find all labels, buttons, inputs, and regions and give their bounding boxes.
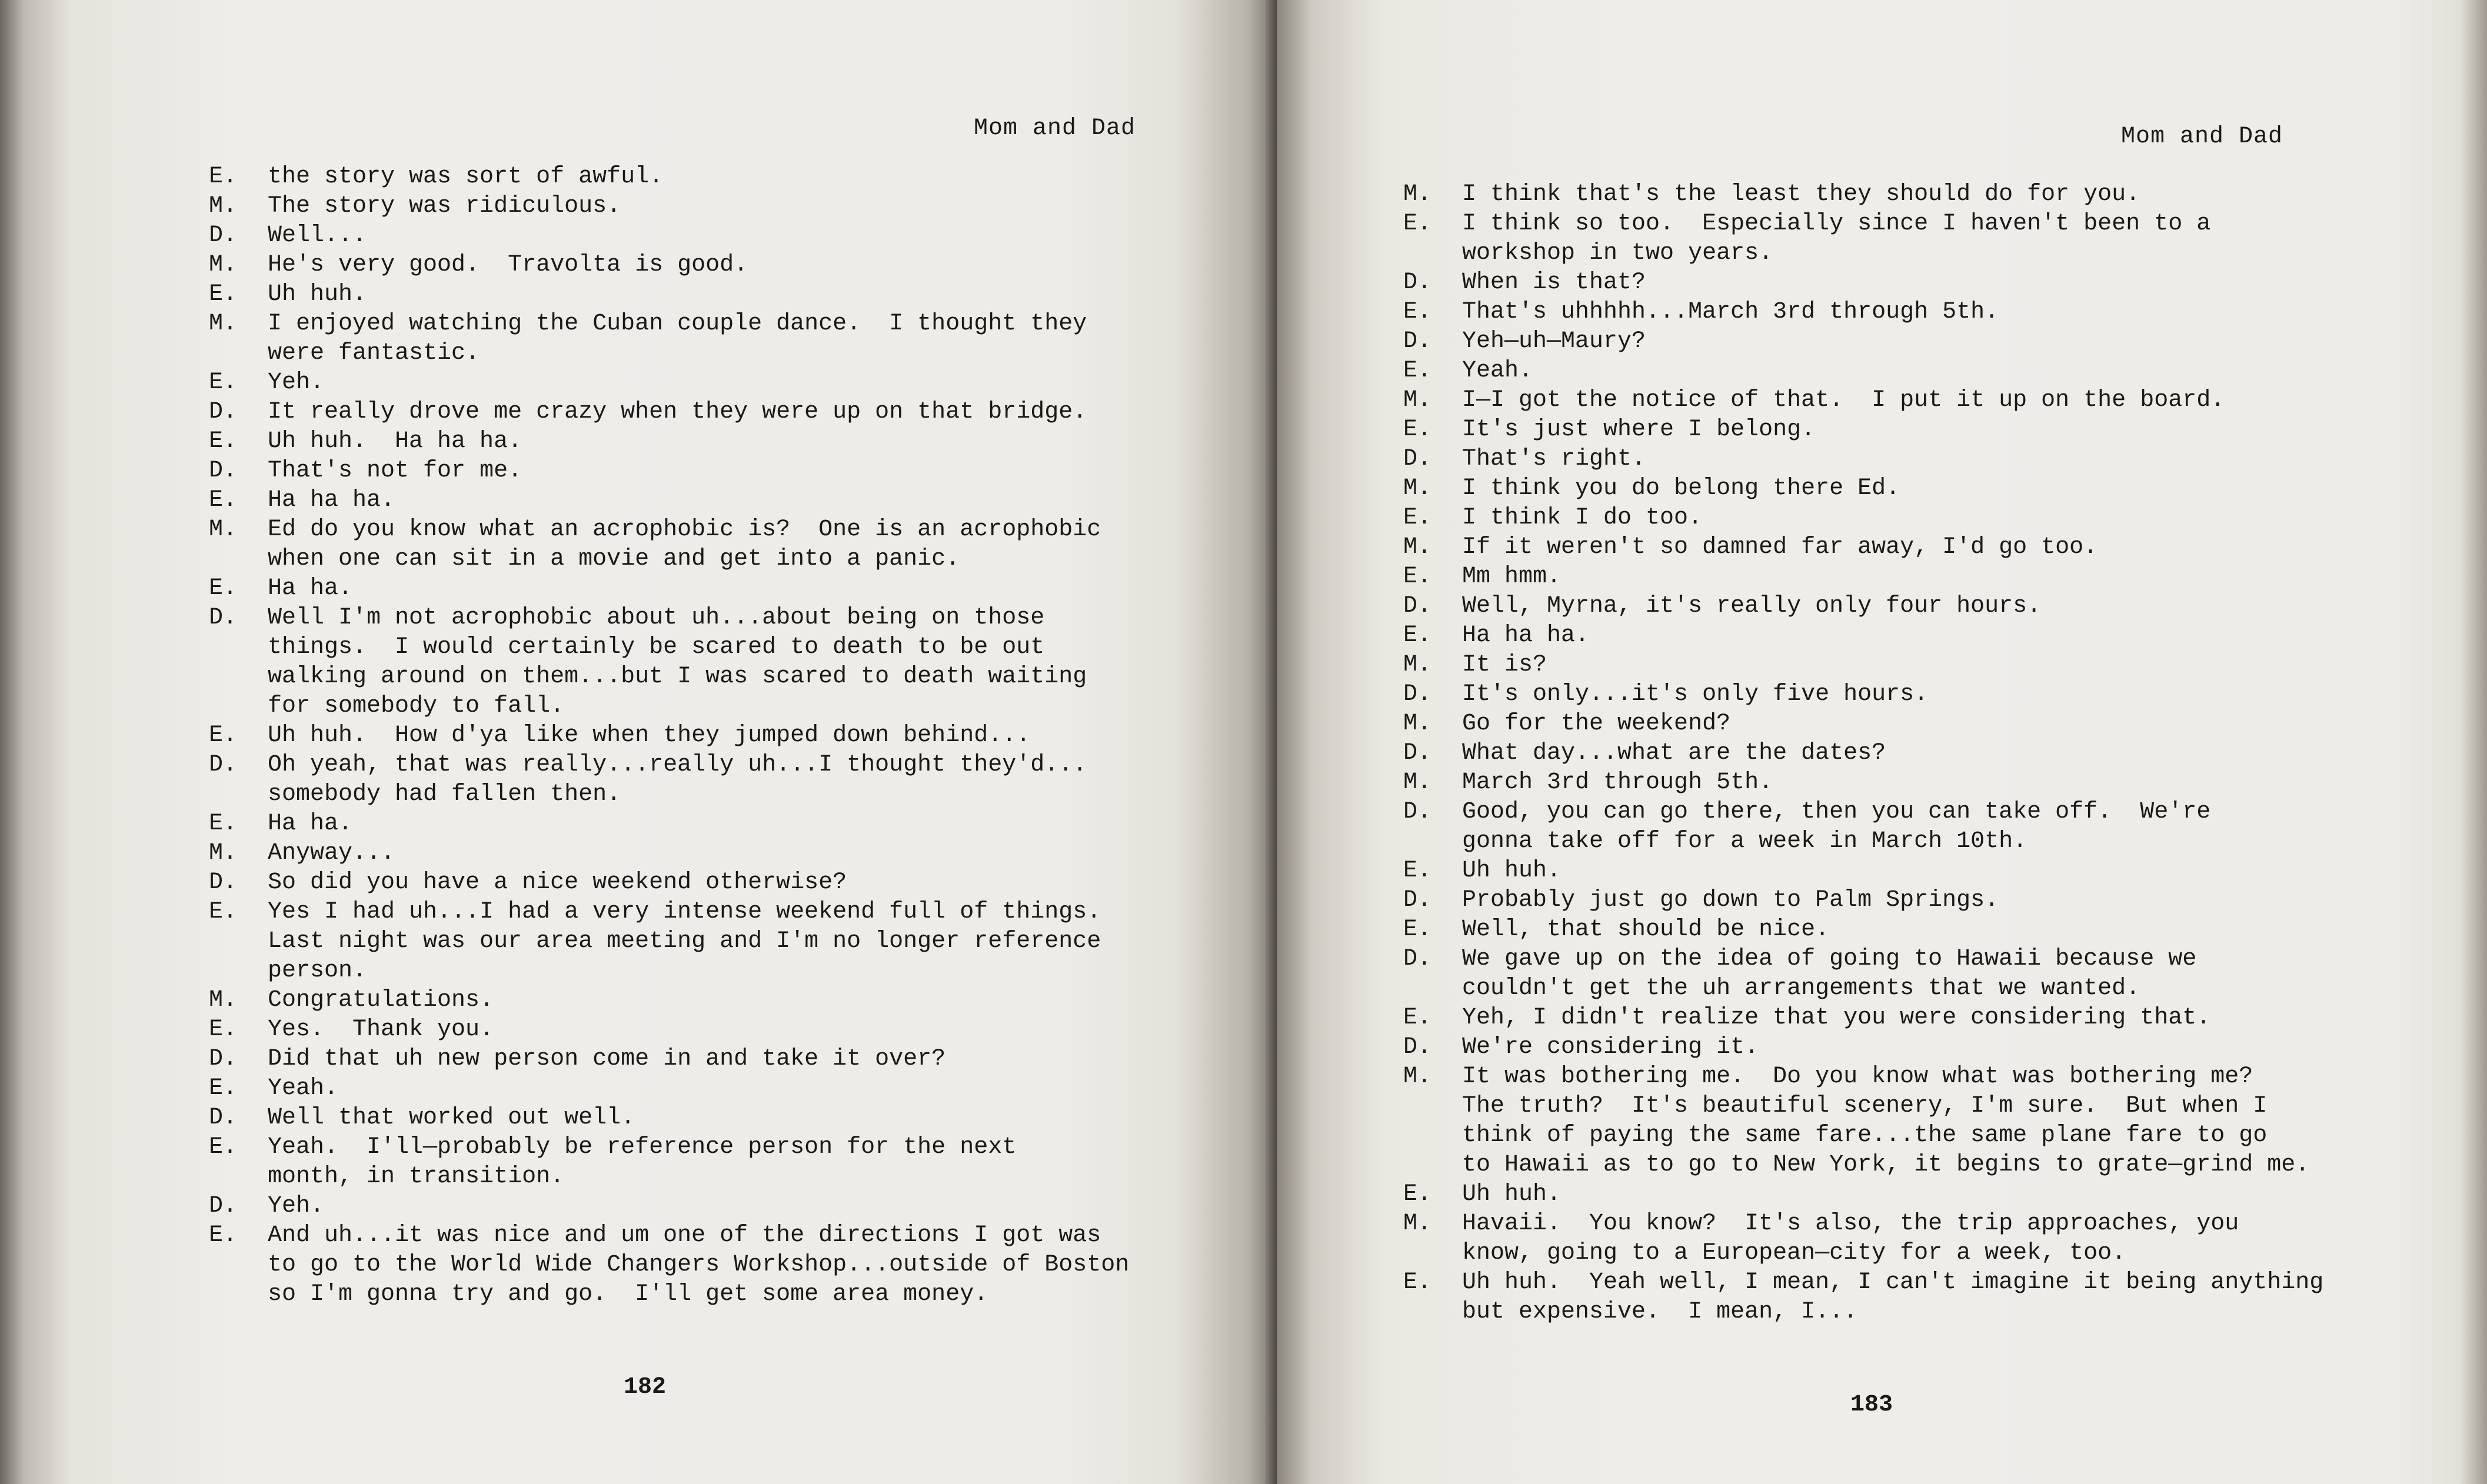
speaker-label: E. [1403,505,1432,531]
dialogue-line [1403,386,2456,415]
dialogue-text: March 3rd through 5th. [1462,769,1773,796]
dialogue-text: He's very good. Travolta is good. [268,252,748,278]
dialogue-line [1403,709,2456,739]
dialogue-line [1403,1092,2456,1121]
dialogue-text: Anyway... [268,840,395,866]
dialogue-line [1403,1121,2456,1150]
speaker-label [209,927,268,956]
dialogue-text: think of paying the same fare...the same plane fare to go [1462,1122,2268,1149]
dialogue-text: Uh huh. Ha ha ha. [268,428,522,455]
dialogue-text: Oh yeah, that was really...really uh...I thought they'd... [268,752,1087,778]
speaker-label [1403,1298,1462,1327]
dialogue-line [209,398,1180,427]
dialogue-text: Ha ha ha. [1462,622,1590,649]
speaker-label: M. [209,987,238,1013]
speaker-label: M. [1403,181,1432,208]
dialogue-text: Congratulations. [268,987,494,1013]
dialogue-line [1403,209,2456,239]
dialogue-line [209,1280,1180,1309]
dialogue-text: Well, Myrna, it's really only four hours. [1462,593,2042,619]
dialogue-text: Yeh, I didn't realize that you were considering that. [1462,1005,2211,1031]
dialogue-line [209,986,1180,1015]
speaker-label: D. [209,1105,238,1131]
dialogue-text: Yes. Thank you. [268,1016,494,1043]
dialogue-text: That's not for me. [268,458,522,484]
speaker-label: D. [1403,946,1432,972]
speaker-label: D. [1403,1034,1432,1061]
dialogue-text: somebody had fallen then. [268,781,621,808]
dialogue-text: Ed do you know what an acrophobic is? One is an acrophobic [268,516,1101,543]
dialogue-line [209,839,1180,868]
speaker-label: E. [209,811,238,837]
dialogue-line [209,1162,1180,1192]
dialogue-text: Well that worked out well. [268,1105,635,1131]
speaker-label: D. [209,458,238,484]
dialogue-line [209,751,1180,780]
speaker-label: D. [209,605,238,631]
dialogue-line [209,868,1180,898]
dialogue-line [1403,1268,2456,1298]
dialogue-text: I think you do belong there Ed. [1462,475,1900,502]
speaker-label: E. [209,487,238,513]
speaker-label [209,692,268,721]
dialogue-line [209,456,1180,486]
dialogue-text: Did that uh new person come in and take it over? [268,1046,946,1072]
speaker-label: D. [1403,593,1432,619]
speaker-label: D. [209,752,238,778]
dialogue-line [1403,1150,2456,1180]
dialogue-text: Yeah. I'll—probably be reference person for the next [268,1134,1017,1160]
dialogue-line [209,339,1180,368]
dialogue-line [209,927,1180,956]
dialogue-text: Yes I had uh...I had a very intense weekend full of things. [268,899,1101,925]
dialogue-line [209,898,1180,927]
dialogue-line [1403,562,2456,592]
speaker-label: E. [209,1075,238,1102]
dialogue-text: Yeah. [268,1075,339,1102]
dialogue-text: And uh...it was nice and um one of the directions I got was [268,1222,1101,1249]
speaker-label: M. [209,516,238,543]
dialogue-line [209,280,1180,309]
dialogue-line [209,1221,1180,1250]
dialogue-text: I enjoyed watching the Cuban couple dance. I thought they [268,311,1087,337]
dialogue-text: Well I'm not acrophobic about uh...about being on those [268,605,1045,631]
speaker-label [209,780,268,809]
dialogue-text: things. I would certainly be scared to death to be out [268,634,1045,661]
speaker-label: E. [1403,358,1432,384]
dialogue-text: That's uhhhhh...March 3rd through 5th. [1462,299,1999,325]
speaker-label [1403,1150,1462,1180]
speaker-label: D. [209,869,238,896]
dialogue-line [209,427,1180,456]
speaker-label: E. [209,575,238,602]
dialogue-text: month, in transition. [268,1163,565,1190]
dialogue-text: What day...what are the dates? [1462,740,1886,766]
speaker-label [1403,974,1462,1003]
dialogue-text: Yeah. [1462,358,1533,384]
speaker-label [1403,239,1462,268]
speaker-label: D. [1403,446,1432,472]
dialogue-text: Go for the weekend? [1462,711,1731,737]
dialogue-line [209,1250,1180,1280]
dialogue-line [1403,415,2456,445]
dialogue-text: It really drove me crazy when they were up on that bridge. [268,399,1087,425]
speaker-label: D. [209,399,238,425]
dialogue-text: We're considering it. [1462,1034,1759,1061]
dialogue-line [1403,1180,2456,1209]
speaker-label: D. [1403,799,1432,825]
dialogue-text: but expensive. I mean, I... [1462,1299,1858,1325]
speaker-label: E. [209,369,238,396]
dialogue-text: It was bothering me. Do you know what was bothering me? [1462,1063,2253,1090]
speaker-label [1403,1239,1462,1268]
speaker-label: M. [1403,652,1432,678]
dialogue-line [1403,1239,2456,1268]
dialogue-text: I think I do too. [1462,505,1703,531]
dialogue-line [209,1045,1180,1074]
speaker-label: D. [1403,887,1432,913]
dialogue-line [209,603,1180,633]
dialogue-text: to go to the World Wide Changers Workshop...outside of Boston [268,1252,1130,1278]
dialogue-line [1403,1003,2456,1033]
dialogue-line [1403,327,2456,356]
left-running-head: Mom and Dad [974,115,1136,142]
dialogue-line [1403,180,2456,209]
speaker-label: M. [1403,475,1432,502]
dialogue-text: Ha ha. [268,575,353,602]
speaker-label: M. [1403,534,1432,561]
dialogue-text: The story was ridiculous. [268,193,621,219]
dialogue-line [209,780,1180,809]
speaker-label: M. [209,311,238,337]
speaker-label: E. [209,281,238,308]
dialogue-line [209,251,1180,280]
dialogue-text: Ha ha ha. [268,487,395,513]
dialogue-line [209,662,1180,692]
speaker-label [209,545,268,574]
dialogue-line [1403,856,2456,886]
speaker-label [209,1250,268,1280]
speaker-label: E. [1403,1181,1432,1208]
dialogue-line [1403,1298,2456,1327]
speaker-label [209,956,268,986]
dialogue-line [209,192,1180,221]
dialogue-text: Well, that should be nice. [1462,916,1830,943]
speaker-label: E. [1403,622,1432,649]
dialogue-line [209,515,1180,545]
speaker-label [209,633,268,662]
dialogue-line [1403,827,2456,856]
speaker-label [209,339,268,368]
speaker-label [209,1162,268,1192]
dialogue-text: Uh huh. How d'ya like when they jumped down behind... [268,722,1031,749]
dialogue-text: were fantastic. [268,340,480,366]
right-page-number: 183 [1850,1392,1893,1418]
dialogue-text: Last night was our area meeting and I'm no longer reference [268,928,1101,955]
dialogue-text: Havaii. You know? It's also, the trip approaches, you [1462,1210,2239,1237]
dialogue-text: It's just where I belong. [1462,416,1816,443]
dialogue-line [1403,768,2456,798]
speaker-label: E. [1403,299,1432,325]
dialogue-text: That's right. [1462,446,1646,472]
speaker-label: D. [209,1046,238,1072]
speaker-label: M. [209,840,238,866]
speaker-label: M. [1403,387,1432,413]
dialogue-line [1403,268,2456,298]
speaker-label [209,1280,268,1309]
dialogue-text: I—I got the notice of that. I put it up on the board. [1462,387,2225,413]
dialogue-line [1403,533,2456,562]
dialogue-line [1403,886,2456,915]
dialogue-text: to Hawaii as to go to New York, it begins to grate—grind me. [1462,1152,2310,1178]
dialogue-text: know, going to a European—city for a week, too. [1462,1240,2126,1266]
dialogue-text: We gave up on the idea of going to Hawaii because we [1462,946,2197,972]
dialogue-text: couldn't get the uh arrangements that we wanted. [1462,975,2140,1002]
dialogue-text: If it weren't so damned far away, I'd go too. [1462,534,2098,561]
dialogue-text: Uh huh. [268,281,367,308]
dialogue-line [1403,1062,2456,1092]
speaker-label: D. [209,222,238,249]
speaker-label: M. [209,193,238,219]
dialogue-line [209,1133,1180,1162]
speaker-label: M. [1403,1210,1432,1237]
dialogue-text: workshop in two years. [1462,240,1773,266]
speaker-label: D. [1403,269,1432,296]
speaker-label: E. [209,899,238,925]
dialogue-line [209,309,1180,339]
speaker-label: E. [1403,1005,1432,1031]
dialogue-line [1403,651,2456,680]
dialogue-text: Uh huh. [1462,858,1562,884]
speaker-label: M. [1403,769,1432,796]
speaker-label: E. [209,164,238,190]
speaker-label: E. [209,428,238,455]
dialogue-line [209,368,1180,398]
dialogue-text: I think so too. Especially since I haven't been to a [1462,211,2211,237]
dialogue-text: Yeh—uh—Maury? [1462,328,1646,355]
dialogue-text: when one can sit in a movie and get into a panic. [268,546,960,572]
dialogue-text: It is? [1462,652,1547,678]
speaker-label [1403,1092,1462,1121]
speaker-label: D. [1403,328,1432,355]
left-page-number: 182 [624,1374,667,1400]
dialogue-line [209,692,1180,721]
speaker-label [1403,1121,1462,1150]
speaker-label: E. [1403,1269,1432,1296]
dialogue-line [209,162,1180,192]
speaker-label [1403,827,1462,856]
dialogue-line [1403,239,2456,268]
dialogue-line [209,221,1180,251]
dialogue-line [1403,945,2456,974]
dialogue-line [209,721,1180,751]
dialogue-line [209,545,1180,574]
dialogue-line [1403,974,2456,1003]
left-dialogue [209,162,1180,1309]
speaker-label: E. [209,1222,238,1249]
right-dialogue [1403,180,2456,1327]
dialogue-text: Ha ha. [268,811,353,837]
dialogue-line [209,956,1180,986]
speaker-label: E. [1403,563,1432,590]
dialogue-text: person. [268,958,367,984]
speaker-label: M. [1403,1063,1432,1090]
dialogue-line [1403,298,2456,327]
speaker-label: E. [1403,416,1432,443]
right-page [1277,0,2487,1484]
dialogue-text: gonna take off for a week in March 10th. [1462,828,2027,855]
dialogue-line [209,1015,1180,1045]
dialogue-line [1403,503,2456,533]
dialogue-line [209,1103,1180,1133]
dialogue-text: When is that? [1462,269,1646,296]
speaker-label [209,662,268,692]
dialogue-text: Uh huh. [1462,1181,1562,1208]
dialogue-text: Yeh. [268,1193,325,1219]
dialogue-line [209,1074,1180,1103]
dialogue-text: Well... [268,222,367,249]
dialogue-text: Good, you can go there, then you can take off. We're [1462,799,2211,825]
dialogue-text: Uh huh. Yeah well, I mean, I can't imagine it being anything [1462,1269,2324,1296]
dialogue-text: The truth? It's beautiful scenery, I'm sure. But when I [1462,1093,2268,1119]
speaker-label: E. [209,1016,238,1043]
dialogue-text: I think that's the least they should do for you. [1462,181,2140,208]
dialogue-text: Yeh. [268,369,325,396]
speaker-label: E. [209,722,238,749]
speaker-label: E. [1403,211,1432,237]
dialogue-line [1403,739,2456,768]
speaker-label: E. [1403,858,1432,884]
dialogue-text: walking around on them...but I was scared to death waiting [268,663,1087,690]
speaker-label: E. [209,1134,238,1160]
speaker-label: D. [209,1193,238,1219]
dialogue-line [1403,445,2456,474]
dialogue-text: for somebody to fall. [268,693,565,719]
right-running-head: Mom and Dad [2121,124,2283,150]
dialogue-line [209,1192,1180,1221]
dialogue-text: So did you have a nice weekend otherwise? [268,869,847,896]
dialogue-line [209,633,1180,662]
speaker-label: E. [1403,916,1432,943]
dialogue-line [1403,680,2456,709]
speaker-label: D. [1403,740,1432,766]
dialogue-text: so I'm gonna try and go. I'll get some area money. [268,1281,988,1308]
dialogue-line [1403,1209,2456,1239]
dialogue-text: Mm hmm. [1462,563,1562,590]
dialogue-line [209,574,1180,603]
dialogue-text: the story was sort of awful. [268,164,664,190]
speaker-label: M. [209,252,238,278]
dialogue-line [209,809,1180,839]
dialogue-text: Probably just go down to Palm Springs. [1462,887,1999,913]
speaker-label: M. [1403,711,1432,737]
dialogue-line [1403,1033,2456,1062]
dialogue-line [1403,621,2456,651]
dialogue-line [1403,798,2456,827]
dialogue-line [1403,474,2456,503]
dialogue-line [1403,356,2456,386]
dialogue-line [209,486,1180,515]
dialogue-line [1403,915,2456,945]
dialogue-text: It's only...it's only five hours. [1462,681,1929,708]
dialogue-line [1403,592,2456,621]
speaker-label: D. [1403,681,1432,708]
